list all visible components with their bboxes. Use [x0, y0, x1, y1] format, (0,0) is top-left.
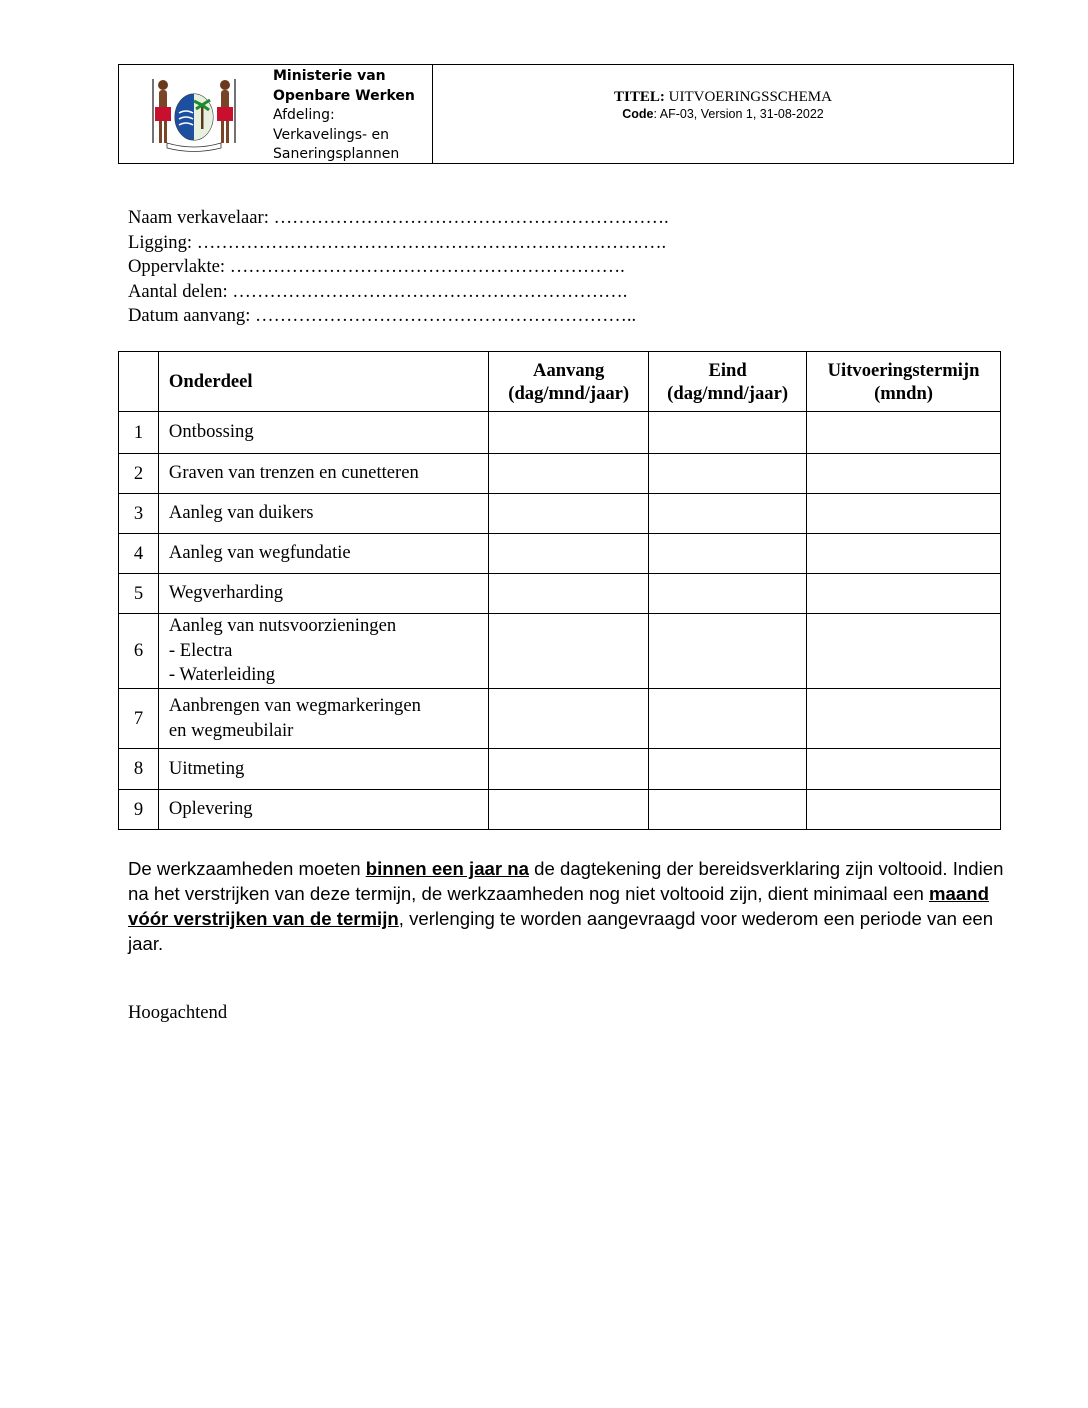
cell-termijn[interactable] — [807, 534, 1001, 574]
cell-eind[interactable] — [649, 494, 807, 534]
cell-eind[interactable] — [649, 534, 807, 574]
table-header-row — [119, 352, 1001, 412]
terms-emphasis-1: binnen een jaar na — [365, 858, 529, 879]
row-number: 7 — [119, 689, 159, 749]
ministry-name-line2: Openbare Werken — [273, 87, 415, 104]
coat-of-arms-logo — [149, 77, 239, 153]
field-naam-verkavelaar[interactable]: Naam verkavelaar: ………………………………………………………. — [128, 207, 669, 228]
row-description: Wegverharding — [158, 574, 488, 614]
department-name-line2: Saneringsplannen — [273, 146, 400, 162]
field-aantal-delen[interactable]: Aantal delen: ………………………………………………………. — [128, 280, 628, 302]
cell-aanvang[interactable] — [489, 790, 649, 830]
table-row — [119, 614, 1001, 689]
row-number: 8 — [119, 749, 159, 790]
title-label: TITEL: — [614, 89, 665, 105]
terms-paragraph — [128, 856, 1008, 956]
code-label: Code — [622, 107, 654, 121]
cell-termijn[interactable] — [807, 790, 1001, 830]
table-row — [119, 790, 1001, 830]
cell-termijn[interactable] — [807, 614, 1001, 689]
row-description: Aanleg van duikers — [158, 494, 488, 534]
row-number: 6 — [119, 614, 159, 689]
row-description: Aanbrengen van wegmarkeringen en wegmeubilair — [158, 689, 488, 749]
field-datum-aanvang[interactable]: Datum aanvang: …………………………………………………….. — [128, 305, 637, 327]
document-header — [118, 64, 1014, 164]
row-number: 1 — [119, 412, 159, 454]
table-row — [119, 689, 1001, 749]
field-oppervlakte[interactable]: Oppervlakte: ………………………………………………………. — [128, 256, 625, 278]
cell-eind[interactable] — [649, 689, 807, 749]
cell-eind[interactable] — [649, 749, 807, 790]
cell-aanvang[interactable] — [489, 412, 649, 454]
table-row — [119, 534, 1001, 574]
cell-eind[interactable] — [649, 790, 807, 830]
row-description: Uitmeting — [158, 749, 488, 790]
header-eind: Eind (dag/mnd/jaar) — [649, 352, 807, 412]
row-number: 3 — [119, 494, 159, 534]
ministry-name-line1: Ministerie van — [273, 68, 386, 84]
cell-aanvang[interactable] — [489, 749, 649, 790]
header-uitvoeringstermijn: Uitvoeringstermijn (mndn) — [807, 352, 1001, 412]
table-row — [119, 412, 1001, 454]
cell-termijn[interactable] — [807, 574, 1001, 614]
table-row — [119, 749, 1001, 790]
cell-termijn[interactable] — [807, 454, 1001, 494]
terms-text-1: De werkzaamheden moeten — [128, 858, 366, 879]
row-description: Aanleg van wegfundatie — [158, 534, 488, 574]
title-value: UITVOERINGSSCHEMA — [668, 89, 832, 105]
form-fields — [128, 206, 669, 329]
cell-eind[interactable] — [649, 454, 807, 494]
schedule-table — [118, 351, 1001, 830]
closing-salutation: Hoogachtend — [128, 1002, 228, 1023]
row-number: 2 — [119, 454, 159, 494]
cell-aanvang[interactable] — [489, 454, 649, 494]
cell-aanvang[interactable] — [489, 689, 649, 749]
cell-eind[interactable] — [649, 614, 807, 689]
row-number: 4 — [119, 534, 159, 574]
table-row — [119, 494, 1001, 534]
cell-termijn[interactable] — [807, 494, 1001, 534]
field-ligging[interactable]: Ligging: …………………………………………………………………. — [128, 231, 667, 253]
department-label: Afdeling: — [273, 107, 335, 123]
cell-aanvang[interactable] — [489, 494, 649, 534]
code-value: : AF-03, Version 1, 31-08-2022 — [653, 107, 824, 121]
row-description: Graven van trenzen en cunetteren — [158, 454, 488, 494]
cell-eind[interactable] — [649, 412, 807, 454]
department-name-line1: Verkavelings- en — [273, 126, 390, 143]
row-number: 9 — [119, 790, 159, 830]
cell-aanvang[interactable] — [489, 614, 649, 689]
row-description: Ontbossing — [158, 412, 488, 454]
terms-text-2: de dagtekening der bereidsverklaring zijn voltooid. Indien na het verstrijken van deze termijn, de werkzaamheden nog niet voltooid zijn, dient minimaal een — [128, 858, 1004, 904]
table-row — [119, 574, 1001, 614]
cell-aanvang[interactable] — [489, 574, 649, 614]
header-aanvang: Aanvang (dag/mnd/jaar) — [489, 352, 649, 412]
cell-eind[interactable] — [649, 574, 807, 614]
cell-termijn[interactable] — [807, 412, 1001, 454]
cell-termijn[interactable] — [807, 749, 1001, 790]
terms-emphasis-2: maand vóór verstrijken van de termijn — [128, 883, 989, 929]
cell-aanvang[interactable] — [489, 534, 649, 574]
header-number — [119, 352, 159, 412]
header-onderdeel: Onderdeel — [158, 352, 488, 412]
document-title-block — [433, 89, 1013, 121]
ministry-block — [273, 67, 433, 165]
terms-text-3: , verlenging te worden aangevraagd voor wederom een periode van een jaar. — [128, 908, 994, 954]
row-description: Oplevering — [158, 790, 488, 830]
table-row — [119, 454, 1001, 494]
cell-termijn[interactable] — [807, 689, 1001, 749]
row-number: 5 — [119, 574, 159, 614]
row-description: Aanleg van nutsvoorzieningen - Electra - Waterleiding — [158, 614, 488, 689]
